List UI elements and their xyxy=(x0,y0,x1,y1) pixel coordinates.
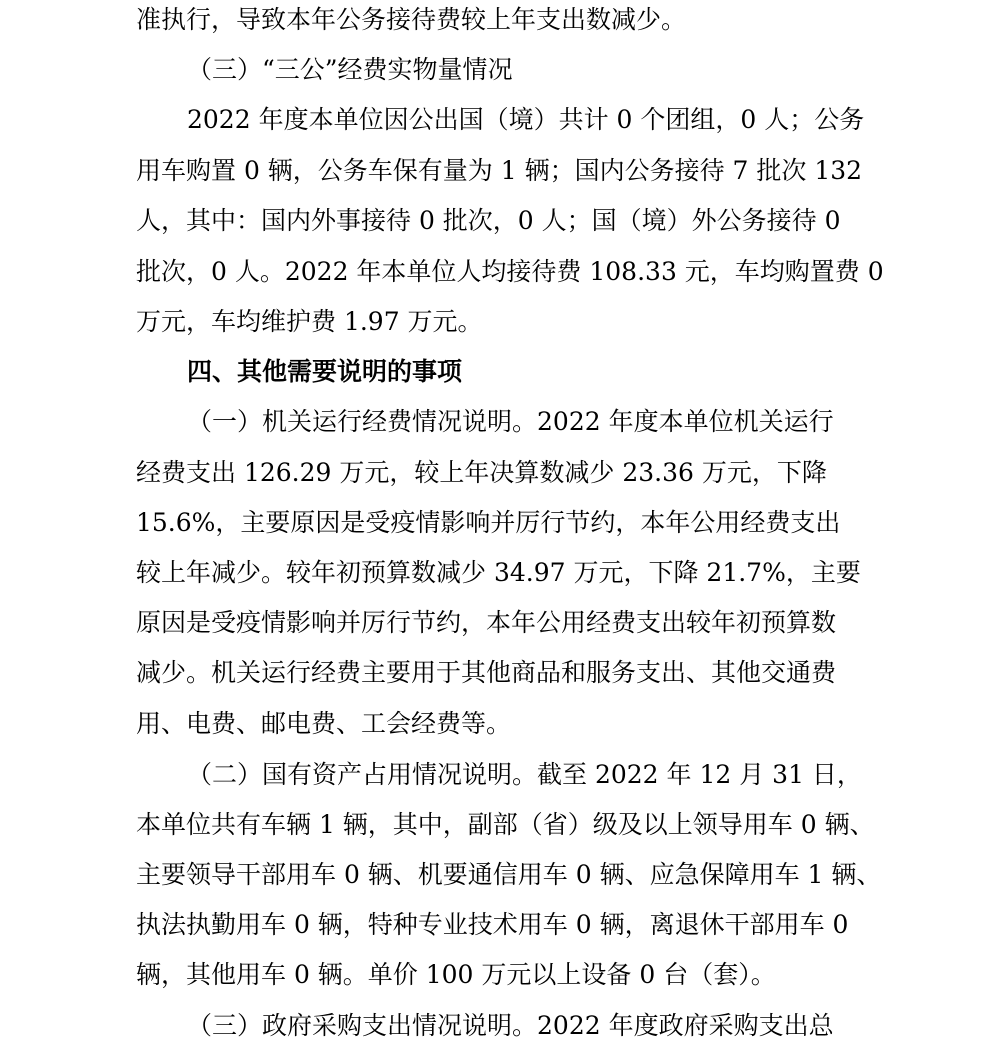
body-text-line: 用车购置 0 辆，公务车保有量为 1 辆；国内公务接待 7 批次 132 xyxy=(136,156,863,185)
body-text-line: （一）机关运行经费情况说明。2022 年度本单位机关运行 xyxy=(187,407,834,436)
body-text-line: 15.6%，主要原因是受疫情影响并厉行节约，本年公用经费支出 xyxy=(136,508,841,537)
body-text-line: （三）政府采购支出情况说明。2022 年度政府采购支出总 xyxy=(187,1011,834,1040)
body-text-line: 用、电费、邮电费、工会经费等。 xyxy=(136,709,512,738)
body-text-line: 较上年减少。较年初预算数减少 34.97 万元，下降 21.7%，主要 xyxy=(136,558,861,587)
body-text-line: 减少。机关运行经费主要用于其他商品和服务支出、其他交通费 xyxy=(136,658,837,687)
section-heading: （三）“三公”经费实物量情况 xyxy=(187,55,513,84)
body-text-line: 人，其中：国内外事接待 0 批次，0 人；国（境）外公务接待 0 xyxy=(136,206,841,235)
body-text-line: 批次，0 人。2022 年本单位人均接待费 108.33 元，车均购置费 0 xyxy=(136,257,884,286)
body-text-line: 本单位共有车辆 1 辆，其中，副部（省）级及以上领导用车 0 辆、 xyxy=(136,810,875,839)
body-text-line: 辆，其他用车 0 辆。单价 100 万元以上设备 0 台（套）。 xyxy=(136,960,776,989)
body-text-line: （二）国有资产占用情况说明。截至 2022 年 12 月 31 日， xyxy=(187,760,862,789)
body-text-line: 经费支出 126.29 万元，较上年决算数减少 23.36 万元，下降 xyxy=(136,458,827,487)
body-text-line: 主要领导干部用车 0 辆、机要通信用车 0 辆、应急保障用车 1 辆、 xyxy=(136,860,882,889)
body-text-line: 准执行，导致本年公务接待费较上年支出数减少。 xyxy=(136,5,687,34)
body-text-line: 2022 年度本单位因公出国（境）共计 0 个团组，0 人；公务 xyxy=(187,105,865,134)
body-text-line: 原因是受疫情影响并厉行节约，本年公用经费支出较年初预算数 xyxy=(136,608,837,637)
chapter-heading: 四、其他需要说明的事项 xyxy=(187,357,463,386)
body-text-line: 执法执勤用车 0 辆，特种专业技术用车 0 辆，离退休干部用车 0 xyxy=(136,910,849,939)
body-text-line: 万元，车均维护费 1.97 万元。 xyxy=(136,307,483,336)
